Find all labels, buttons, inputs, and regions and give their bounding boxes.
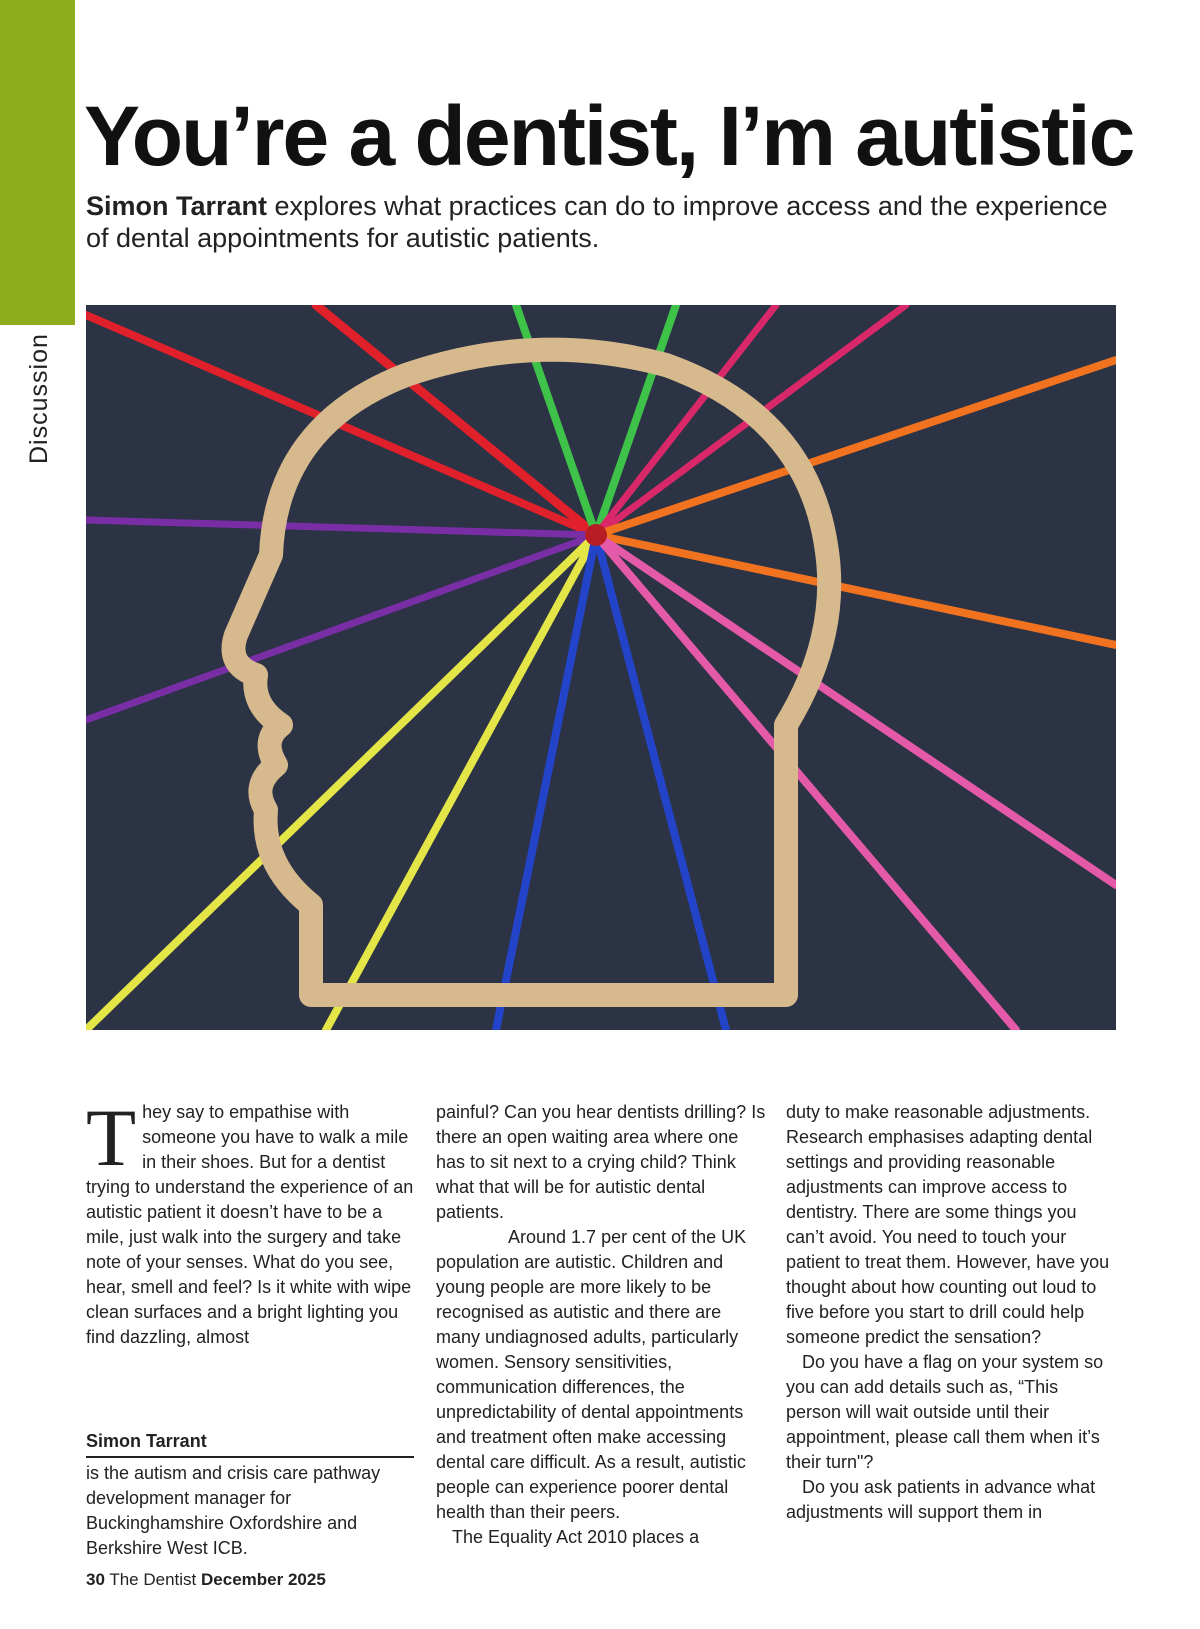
bio-text: is the autism and crisis care pathway development manager for Buckinghamshire Oxfordshire and Berkshire West ICB. bbox=[86, 1463, 381, 1558]
publication-name: The Dentist bbox=[109, 1570, 197, 1589]
issue-date: December 2025 bbox=[201, 1570, 326, 1589]
page-number: 30 bbox=[86, 1570, 105, 1589]
standfirst bbox=[86, 190, 1136, 254]
head-strings-illustration bbox=[86, 305, 1116, 1030]
section-label: Discussion bbox=[25, 333, 53, 464]
article-column-2 bbox=[436, 1100, 766, 1550]
article-paragraph: duty to make reasonable adjustments. Research emphasises adapting dental settings and providing reasonable adjustments can improve access to dentistry. There are some things you can’t avoid. You need to touch your patient to treat them. However, have you thought about how counting out loud to five before you start to drill could help someone predict the sensation? bbox=[786, 1102, 1110, 1347]
standfirst-text: explores what practices can do to improve access and the experience of dental appointments for autistic patients. bbox=[86, 191, 1108, 253]
article-headline: You’re a dentist, I’m autistic bbox=[84, 89, 1134, 183]
article-column-1 bbox=[86, 1092, 414, 1350]
paragraph-text: hey say to empathise with someone you have to walk a mile in their shoes. But for a dentist trying to understand the experience of an autistic patient it doesn’t have to be a mile, just walk into the surgery and take note of your senses. What do you see, hear, smell and feel? Is it white with wipe clean surfaces and a bright lighting you find dazzling, almost bbox=[86, 1102, 414, 1347]
section-color-tab bbox=[0, 0, 75, 325]
author-bio bbox=[86, 1429, 414, 1561]
standfirst-author: Simon Tarrant bbox=[86, 191, 268, 221]
article-paragraph: The Equality Act 2010 places a bbox=[452, 1527, 700, 1547]
article-paragraph: Do you ask patients in advance what adjustments will support them in bbox=[786, 1477, 1096, 1522]
article-paragraph: Do you have a flag on your system so you can add details such as, “This person will wait outside until their appointment, please call them when it’s their turn"? bbox=[786, 1352, 1104, 1472]
article-paragraph: Around 1.7 per cent of the UK population are autistic. Children and young people are more likely to be recognised as autistic and there are many undiagnosed adults, particularly women. Sensory sensitivities, communication differences, the unpredictability of dental appointments and treatment often make accessing dental care difficult. As a result, autistic people can experience poorer dental health than their peers. bbox=[436, 1227, 747, 1522]
hero-image bbox=[86, 305, 1116, 1030]
drop-cap: T bbox=[86, 1092, 137, 1183]
article-paragraph: painful? Can you hear dentists drilling? Is there an open waiting area where one has to sit next to a crying child? Think what that will be for autistic dental patients. bbox=[436, 1102, 766, 1222]
article-column-3 bbox=[786, 1100, 1116, 1525]
bio-author-name: Simon Tarrant bbox=[86, 1429, 414, 1458]
article-paragraph bbox=[86, 1092, 414, 1350]
page-footer bbox=[86, 1570, 326, 1590]
